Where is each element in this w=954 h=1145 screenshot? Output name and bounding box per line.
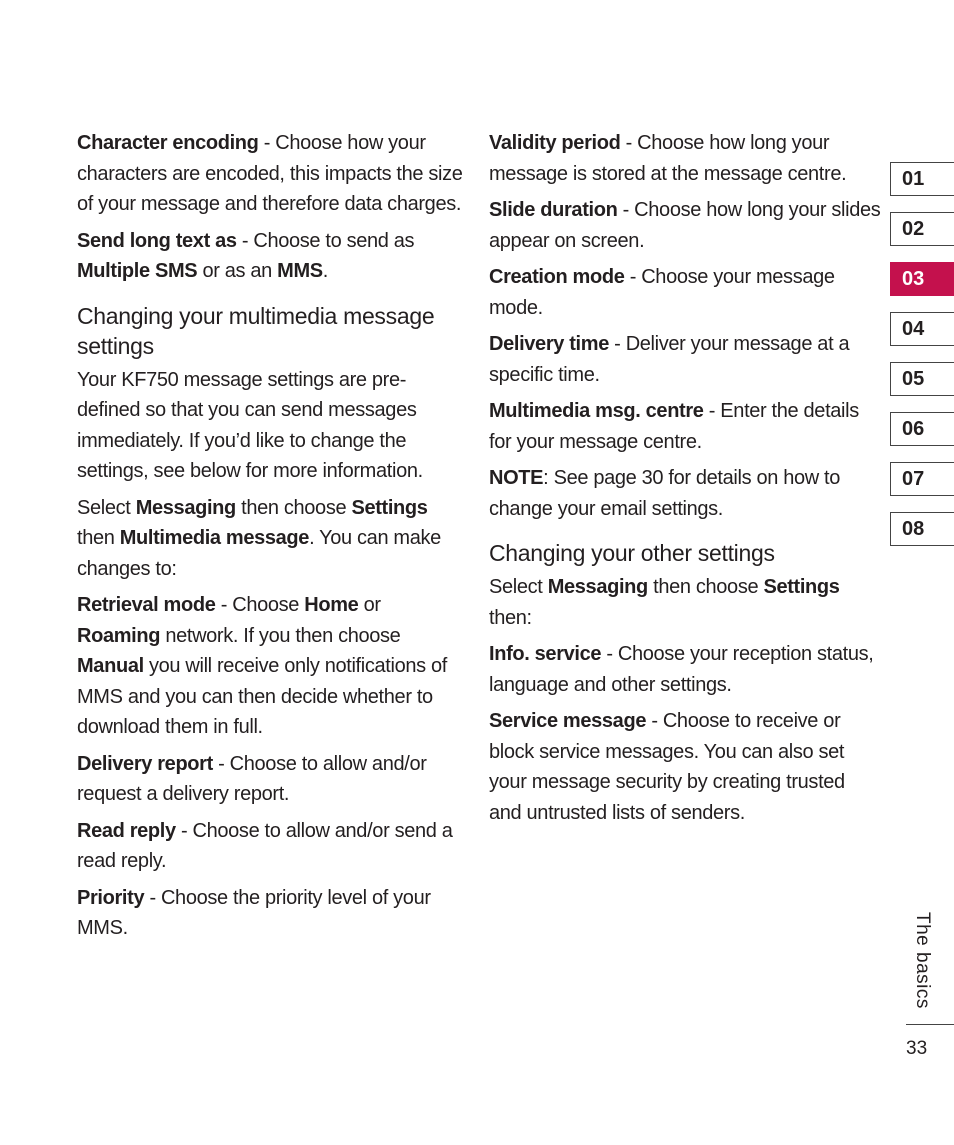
option: Manual xyxy=(77,655,144,677)
option: MMS xyxy=(277,260,323,282)
tab-label: 08 xyxy=(902,518,925,540)
description: - Choose the priority level of your MMS. xyxy=(77,886,431,939)
term: Info. service xyxy=(489,643,602,665)
term: Delivery time xyxy=(489,333,609,355)
text: . You can make changes to: xyxy=(77,527,441,580)
chapter-tab-03[interactable] xyxy=(890,262,954,296)
text: then: xyxy=(489,606,532,629)
tab-label: 06 xyxy=(902,418,925,440)
term: Validity period xyxy=(489,132,621,154)
option: Multiple SMS xyxy=(77,260,198,282)
chapter-tabs xyxy=(890,162,954,562)
option: Home xyxy=(304,594,359,616)
delivery-report-item xyxy=(77,749,469,810)
chapter-tab-04[interactable] xyxy=(890,312,954,346)
validity-period-item xyxy=(489,128,881,189)
chapter-tab-06[interactable] xyxy=(890,412,954,446)
menu-name: Settings xyxy=(763,576,840,598)
note-item xyxy=(489,463,881,524)
description: - Choose how long your slides appear on screen. xyxy=(489,199,881,252)
tab-label: 04 xyxy=(902,318,925,340)
other-select-instruction xyxy=(489,572,881,633)
text: - Choose xyxy=(215,594,305,616)
text: Select xyxy=(77,496,136,519)
text: you will receive only notifications of MMS and you can then decide whether to download them in full. xyxy=(77,655,447,738)
description: - Choose your reception status, language and other settings. xyxy=(489,643,874,696)
mms-select-instruction xyxy=(77,493,469,585)
chapter-tab-07[interactable] xyxy=(890,462,954,496)
description: - Deliver your message at a specific time. xyxy=(489,333,850,386)
send-long-text-item xyxy=(77,226,469,287)
menu-name: Messaging xyxy=(547,576,648,598)
description: - Choose how long your message is stored at the message centre. xyxy=(489,132,847,185)
description: - Choose to allow and/or send a read reply. xyxy=(77,819,453,872)
chapter-tab-05[interactable] xyxy=(890,362,954,396)
tab-label: 05 xyxy=(902,368,925,390)
chapter-tab-08[interactable] xyxy=(890,512,954,546)
term: Service message xyxy=(489,710,647,732)
menu-name: Multimedia message xyxy=(119,527,310,549)
footer-divider xyxy=(906,1024,954,1025)
mms-settings-heading: Changing your multimedia message settings xyxy=(77,302,435,359)
chapter-tab-02[interactable] xyxy=(890,212,954,246)
text: Select xyxy=(489,576,548,598)
term: Send long text as xyxy=(77,229,237,252)
term: Multimedia msg. centre xyxy=(489,400,704,422)
read-reply-item xyxy=(77,816,469,877)
tab-label: 03 xyxy=(902,268,925,290)
tab-label: 02 xyxy=(902,218,925,240)
section-label: The basics xyxy=(912,912,933,1009)
other-settings-heading: Changing your other settings xyxy=(489,540,775,566)
right-column xyxy=(489,128,881,834)
term: Slide duration xyxy=(489,199,618,221)
menu-name: Settings xyxy=(351,496,428,519)
retrieval-mode-item xyxy=(77,590,469,743)
info-service-item xyxy=(489,639,881,700)
tab-label: 07 xyxy=(902,468,925,490)
description: - Choose to receive or block service messages. You can also set your message security by creating trusted and untrusted lists of senders. xyxy=(489,710,845,824)
term: Priority xyxy=(77,886,145,909)
text: then xyxy=(77,527,120,549)
chapter-tab-01[interactable] xyxy=(890,162,954,196)
creation-mode-item xyxy=(489,262,881,323)
character-encoding-item xyxy=(77,128,469,220)
left-column xyxy=(77,128,469,950)
service-message-item xyxy=(489,706,881,828)
mms-intro-paragraph: Your KF750 message settings are pre-defined so that you can send messages immediately. If you’d like to change the settings, see below for more information. xyxy=(77,368,423,482)
text: then choose xyxy=(235,496,352,519)
term: NOTE xyxy=(489,467,544,489)
term: Delivery report xyxy=(77,752,213,775)
page-number: 33 xyxy=(906,1038,928,1059)
priority-item xyxy=(77,883,469,944)
text: - Choose to send as xyxy=(236,229,415,252)
term: Creation mode xyxy=(489,266,625,288)
delivery-time-item xyxy=(489,329,881,390)
mm-centre-item xyxy=(489,396,881,457)
description: : See page 30 for details on how to change your email settings. xyxy=(489,467,841,520)
description: - Choose how your characters are encoded, this impacts the size of your message and therefore data charges. xyxy=(77,132,463,215)
text: . xyxy=(322,260,328,282)
slide-duration-item xyxy=(489,195,881,256)
term: Retrieval mode xyxy=(77,594,216,616)
text: or as an xyxy=(197,260,278,282)
text: or xyxy=(358,594,381,616)
term: Character encoding xyxy=(77,132,259,154)
description: - Choose your message mode. xyxy=(489,266,835,319)
term: Read reply xyxy=(77,819,176,842)
option: Roaming xyxy=(77,624,161,647)
tab-label: 01 xyxy=(902,168,925,190)
text: network. If you then choose xyxy=(160,624,401,647)
text: then choose xyxy=(647,576,764,598)
description: - Choose to allow and/or request a delivery report. xyxy=(77,752,427,805)
menu-name: Messaging xyxy=(135,496,236,519)
description: - Enter the details for your message centre. xyxy=(489,400,859,453)
